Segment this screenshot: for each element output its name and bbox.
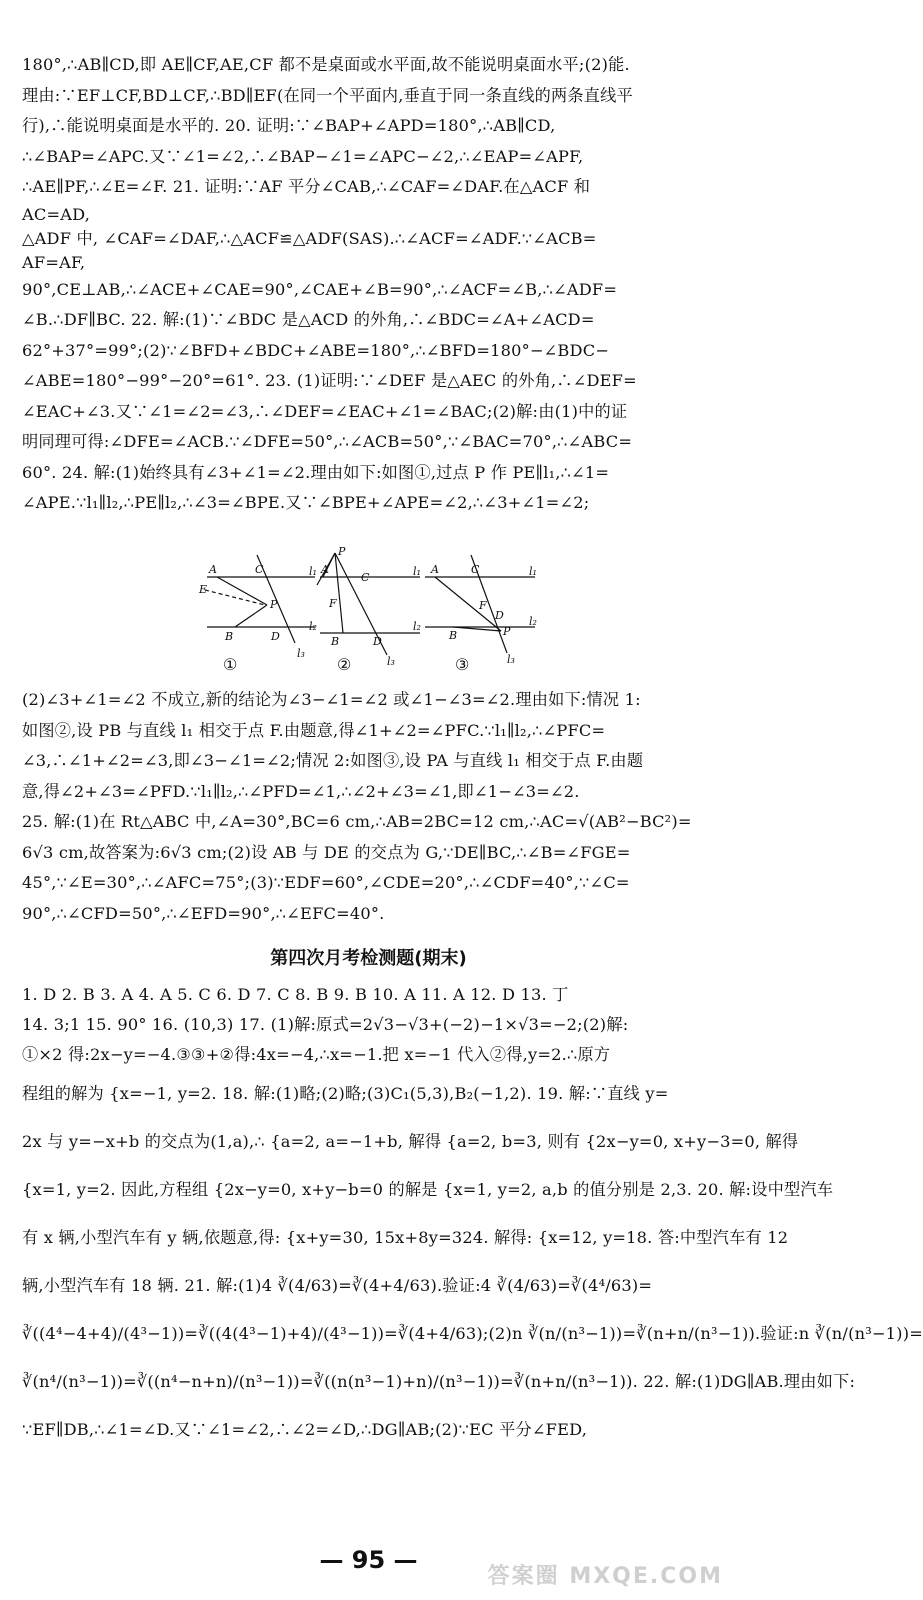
figure-1-label: ①: [223, 655, 238, 674]
text-line: ①×2 得:2x−y=−4.③③+②得:4x=−4,∴x=−1.把 x=−1 代入②得,y=2.∴原方: [22, 1045, 611, 1064]
section-title: 第四次月考检测题(期末): [270, 948, 467, 969]
bottom-paragraph: [22, 980, 923, 1454]
text-line: 6√3 cm,故答案为:6√3 cm;(2)设 AB 与 DE 的交点为 G,∵DE∥BC,∴∠B=∠FGE=: [22, 842, 631, 862]
text-line: (2)∠3+∠1=∠2 不成立,新的结论为∠3−∠1=∠2 或∠1−∠3=∠2.理由如下:情况 1:: [22, 690, 641, 709]
svg-text:D: D: [271, 630, 280, 643]
top-paragraph: [22, 50, 721, 519]
text-line: 如图②,设 PB 与直线 l₁ 相交于点 F.由题意,得∠1+∠2=∠PFC.∵l₁∥l₂,∴∠PFC=: [22, 720, 606, 740]
figure-3-label: ③: [455, 655, 470, 674]
svg-text:A: A: [321, 563, 329, 576]
figure-2-label: ②: [337, 655, 352, 674]
text-line: 60°. 24. 解:(1)始终具有∠3+∠1=∠2.理由如下:如图①,过点 P 作 PE∥l₁,∴∠1=: [22, 462, 610, 482]
figures-svg: [195, 545, 675, 675]
text-line: ∵EF∥DB,∴∠1=∠D.又∵∠1=∠2,∴∠2=∠D,∴DG∥AB;(2)∵EC 平分∠FED,: [22, 1420, 588, 1439]
text-line: ∠ABE=180°−99°−20°=61°. 23. (1)证明:∵∠DEF 是△AEC 的外角,∴∠DEF=: [22, 371, 637, 390]
text-line: ∴AE∥PF,∴∠E=∠F. 21. 证明:∵AF 平分∠CAB,∴∠CAF=∠DAF.在△ACF 和: [22, 177, 591, 196]
svg-text:F: F: [329, 597, 337, 610]
text-line: 1. D 2. B 3. A 4. A 5. C 6. D 7. C 8. B 9. B 10. A 11. A 12. D 13. 丁: [22, 985, 569, 1004]
text-line: 有 x 辆,小型汽车有 y 辆,依题意,得: {x+y=30, 15x+8y=324. 解得: {x=12, y=18. 答:中型汽车有 12: [22, 1228, 789, 1247]
svg-text:B: B: [331, 635, 340, 648]
svg-text:l₁: l₁: [309, 565, 317, 578]
svg-text:l₂: l₂: [413, 620, 421, 633]
watermark: 答案圈 MXQE.COM: [487, 1564, 723, 1589]
text-line: ∛(n⁴/(n³−1))=∛((n⁴−n+n)/(n³−1))=∛((n(n³−1)+n)/(n³−1))=∛(n+n/(n³−1)). 22. 解:(1)DG∥AB.理由如下:: [22, 1372, 856, 1391]
text-line: ∛((4⁴−4+4)/(4³−1))=∛((4(4³−1)+4)/(4³−1))=∛(4+4/63);(2)n ∛(n/(n³−1))=∛(n+n/(n³−1)).验证:n ∛(n/(n³−1))=: [22, 1324, 923, 1343]
svg-text:P: P: [338, 545, 346, 558]
svg-text:A: A: [209, 563, 217, 576]
svg-text:B: B: [449, 629, 458, 642]
text-line: 45°,∵∠E=30°,∴∠AFC=75°;(3)∵EDF=60°,∠CDE=20°,∴∠CDF=40°,∵∠C=: [22, 873, 630, 892]
text-line: 62°+37°=99°;(2)∵∠BFD+∠BDC+∠ABE=180°,∴∠BFD=180°−∠BDC−: [22, 340, 610, 360]
svg-text:C: C: [361, 571, 370, 584]
svg-text:F: F: [479, 599, 487, 612]
text-line: 理由:∵EF⊥CF,BD⊥CF,∴BD∥EF(在同一个平面内,垂直于同一条直线的两条直线平: [22, 85, 633, 105]
svg-text:C: C: [255, 563, 264, 576]
page-number: — 95 —: [319, 1546, 418, 1574]
svg-text:l₁: l₁: [413, 565, 421, 578]
text-line: ∠EAC+∠3.又∵∠1=∠2=∠3,∴∠DEF=∠EAC+∠1=∠BAC;(2)解:由(1)中的证: [22, 401, 628, 421]
svg-text:A: A: [431, 563, 439, 576]
text-line: ∴∠BAP=∠APC.又∵∠1=∠2,∴∠BAP−∠1=∠APC−∠2,∴∠EAP=∠APF,: [22, 146, 584, 166]
text-line: AC=AD,: [22, 204, 91, 224]
svg-text:l₁: l₁: [529, 565, 537, 578]
text-line: △ADF 中, ∠CAF=∠DAF,∴△ACF≌△ADF(SAS).∴∠ACF=∠ADF.∵∠ACB=: [22, 228, 597, 248]
svg-text:l₃: l₃: [387, 655, 395, 668]
middle-paragraph: [22, 685, 721, 929]
text-line: 14. 3;1 15. 90° 16. (10,3) 17. (1)解:原式=2√3−√3+(−2)−1×√3=−2;(2)解:: [22, 1015, 629, 1034]
svg-text:E: E: [199, 583, 208, 596]
text-line: 90°,∴∠CFD=50°,∴∠EFD=90°,∴∠EFC=40°.: [22, 903, 385, 923]
svg-text:P: P: [270, 598, 278, 611]
text-line: 180°,∴AB∥CD,即 AE∥CF,AE,CF 都不是桌面或水平面,故不能说明桌面水平;(2)能.: [22, 55, 630, 74]
svg-text:D: D: [373, 635, 382, 648]
svg-text:l₃: l₃: [507, 653, 515, 666]
svg-text:B: B: [225, 630, 234, 643]
text-line: 意,得∠2+∠3=∠PFD.∵l₁∥l₂,∴∠PFD=∠1,∴∠2+∠3=∠1,即∠1−∠3=∠2.: [22, 781, 580, 801]
svg-text:C: C: [471, 563, 480, 576]
svg-text:l₃: l₃: [297, 647, 305, 660]
text-line: AF=AF,: [22, 252, 86, 272]
text-line: ∠B.∴DF∥BC. 22. 解:(1)∵∠BDC 是△ACD 的外角,∴∠BDC=∠A+∠ACD=: [22, 310, 595, 329]
text-line: 2x 与 y=−x+b 的交点为(1,a),∴ {a=2, a=−1+b, 解得 {a=2, b=3, 则有 {2x−y=0, x+y−3=0, 解得: [22, 1132, 799, 1151]
svg-text:l₂: l₂: [529, 615, 537, 628]
text-line: 25. 解:(1)在 Rt△ABC 中,∠A=30°,BC=6 cm,∴AB=2BC=12 cm,∴AC=√(AB²−BC²)=: [22, 812, 692, 831]
text-line: 程组的解为 {x=−1, y=2. 18. 解:(1)略;(2)略;(3)C₁(5,3),B₂(−1,2). 19. 解:∵直线 y=: [22, 1084, 669, 1103]
text-line: ∠3,∴∠1+∠2=∠3,即∠3−∠1=∠2;情况 2:如图③,设 PA 与直线 l₁ 相交于点 F.由题: [22, 751, 644, 770]
text-line: 行),∴能说明桌面是水平的. 20. 证明:∵∠BAP+∠APD=180°,∴AB∥CD,: [22, 116, 556, 135]
svg-text:l₂: l₂: [309, 620, 317, 633]
svg-text:D: D: [495, 609, 504, 622]
text-line: 明同理可得:∠DFE=∠ACB.∵∠DFE=50°,∴∠ACB=50°,∵∠BAC=70°,∴∠ABC=: [22, 432, 633, 451]
text-line: 90°,CE⊥AB,∴∠ACE+∠CAE=90°,∠CAE+∠B=90°,∴∠ACF=∠B,∴∠ADF=: [22, 279, 618, 299]
text-line: ∠APE.∵l₁∥l₂,∴PE∥l₂,∴∠3=∠BPE.又∵∠BPE+∠APE=∠2,∴∠3+∠1=∠2;: [22, 493, 590, 512]
svg-text:P: P: [503, 625, 511, 638]
text-line: {x=1, y=2. 因此,方程组 {2x−y=0, x+y−b=0 的解是 {x=1, y=2, a,b 的值分别是 2,3. 20. 解:设中型汽车: [22, 1180, 834, 1199]
text-line: 辆,小型汽车有 18 辆. 21. 解:(1)4 ∛(4/63)=∛(4+4/63).验证:4 ∛(4/63)=∛(4⁴/63)=: [22, 1276, 653, 1295]
geometry-figures: [195, 545, 675, 675]
